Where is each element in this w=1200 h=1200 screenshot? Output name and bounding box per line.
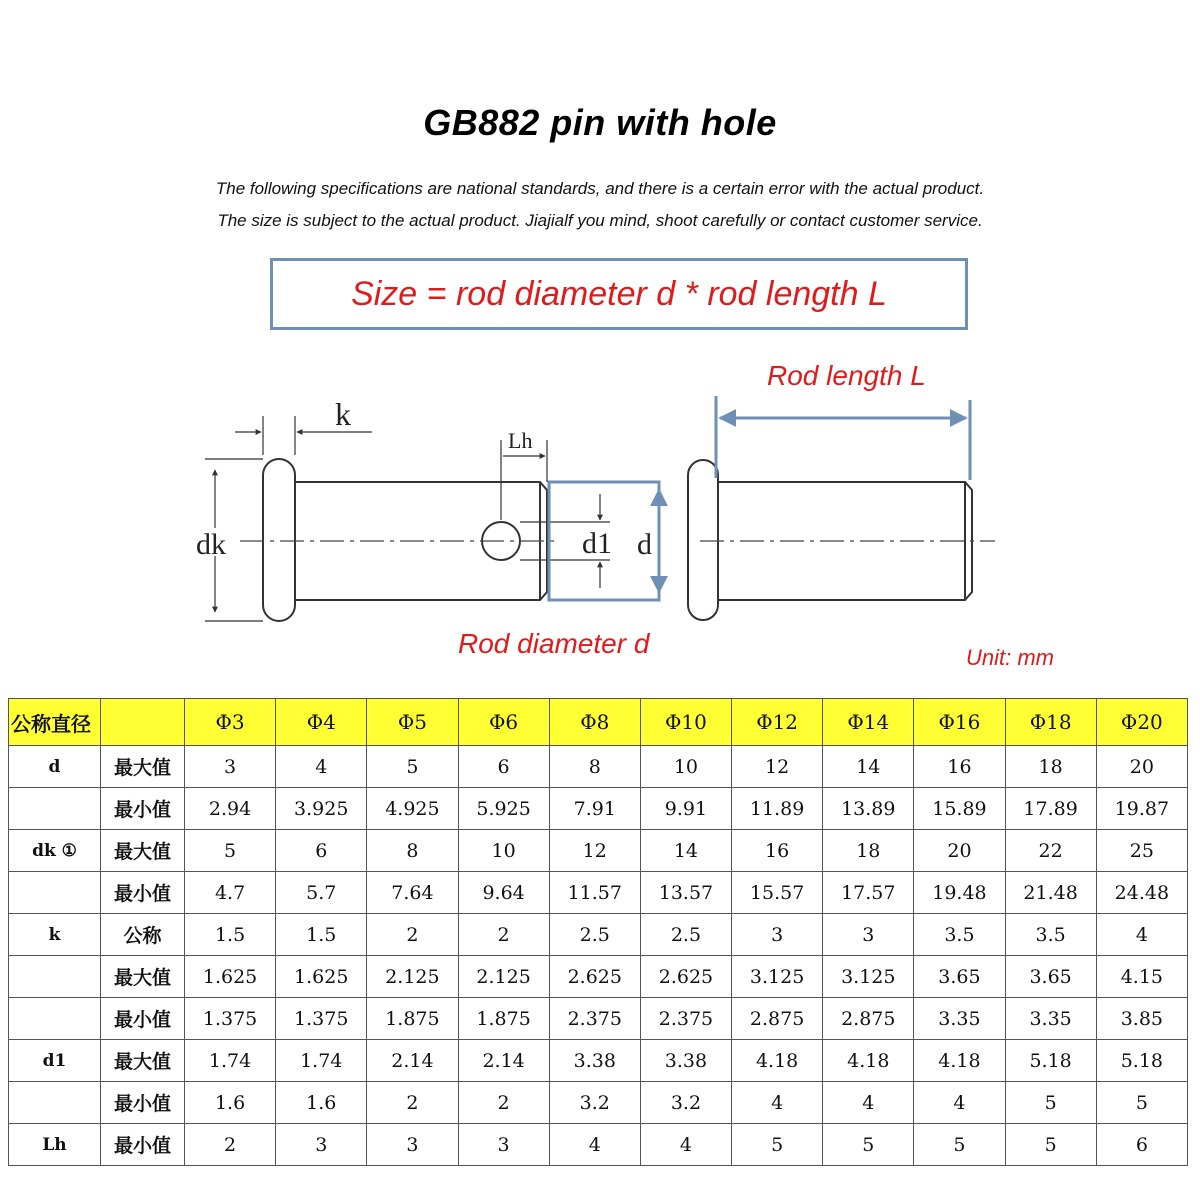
row-parameter: d <box>9 746 101 788</box>
table-cell: 1.625 <box>185 956 276 998</box>
table-cell: 4.18 <box>823 1040 914 1082</box>
table-cell: 3.65 <box>1005 956 1096 998</box>
header-size: Φ3 <box>185 699 276 746</box>
table-cell: 2.5 <box>640 914 731 956</box>
table-cell: 25 <box>1096 830 1187 872</box>
header-size: Φ8 <box>549 699 640 746</box>
table-cell: 2.125 <box>458 956 549 998</box>
row-value-kind: 公称 <box>101 914 185 956</box>
row-parameter <box>9 998 101 1040</box>
row-parameter <box>9 1082 101 1124</box>
header-size: Φ5 <box>367 699 458 746</box>
header-size: Φ12 <box>732 699 823 746</box>
table-cell: 4 <box>549 1124 640 1166</box>
table-row <box>9 872 1188 914</box>
row-value-kind: 最小值 <box>101 1124 185 1166</box>
d-text: d <box>637 528 652 561</box>
rod-length-label: Rod length L <box>767 360 926 391</box>
row-value-kind: 最小值 <box>101 998 185 1040</box>
row-parameter: Lh <box>9 1124 101 1166</box>
standard-note: The following specifications are national standards, and there is a certain error with the actual product. <box>215 179 985 198</box>
table-cell: 17.57 <box>823 872 914 914</box>
rod-length-dimension <box>716 396 970 480</box>
table-cell: 3.5 <box>914 914 1005 956</box>
product-note: The size is subject to the actual product. Jiajialf you mind, shoot carefully or contact customer service. <box>217 211 983 230</box>
table-cell: 13.57 <box>640 872 731 914</box>
row-value-kind: 最小值 <box>101 1082 185 1124</box>
table-cell: 4 <box>1096 914 1187 956</box>
table-cell: 1.74 <box>276 1040 367 1082</box>
table-cell: 18 <box>823 830 914 872</box>
row-parameter <box>9 872 101 914</box>
dk-text: dk <box>196 528 226 561</box>
table-cell: 5 <box>367 746 458 788</box>
table-cell: 18 <box>1005 746 1096 788</box>
table-cell: 2 <box>367 1082 458 1124</box>
row-value-kind: 最小值 <box>101 872 185 914</box>
table-cell: 7.91 <box>549 788 640 830</box>
table-cell: 3 <box>458 1124 549 1166</box>
table-row <box>9 914 1188 956</box>
row-parameter: d1 <box>9 1040 101 1082</box>
table-cell: 3.65 <box>914 956 1005 998</box>
table-cell: 1.625 <box>276 956 367 998</box>
table-cell: 5.18 <box>1005 1040 1096 1082</box>
table-cell: 5.18 <box>1096 1040 1187 1082</box>
table-cell: 14 <box>640 830 731 872</box>
table-cell: 24.48 <box>1096 872 1187 914</box>
table-cell: 2.375 <box>549 998 640 1040</box>
table-cell: 5.925 <box>458 788 549 830</box>
right-pin <box>688 460 972 620</box>
table-cell: 15.57 <box>732 872 823 914</box>
table-cell: 4.18 <box>914 1040 1005 1082</box>
row-value-kind: 最小值 <box>101 788 185 830</box>
table-cell: 2.625 <box>640 956 731 998</box>
table-cell: 1.875 <box>458 998 549 1040</box>
header-size: Φ14 <box>823 699 914 746</box>
header-blank <box>101 699 185 746</box>
table-cell: 3.35 <box>1005 998 1096 1040</box>
header-size: Φ18 <box>1005 699 1096 746</box>
table-cell: 4 <box>914 1082 1005 1124</box>
table-row <box>9 1082 1188 1124</box>
table-cell: 16 <box>732 830 823 872</box>
table-cell: 2 <box>458 1082 549 1124</box>
table-cell: 9.64 <box>458 872 549 914</box>
unit-label: Unit: mm <box>966 645 1054 670</box>
table-cell: 5.7 <box>276 872 367 914</box>
table-cell: 20 <box>914 830 1005 872</box>
page-title: GB882 pin with hole <box>423 102 777 143</box>
table-cell: 3.125 <box>732 956 823 998</box>
d1-text: d1 <box>582 527 612 560</box>
row-value-kind: 最大值 <box>101 830 185 872</box>
table-cell: 3.38 <box>640 1040 731 1082</box>
table-cell: 2.375 <box>640 998 731 1040</box>
table-cell: 7.64 <box>367 872 458 914</box>
row-parameter: dk ① <box>9 830 101 872</box>
table-cell: 6 <box>458 746 549 788</box>
table-cell: 1.6 <box>185 1082 276 1124</box>
table-cell: 5 <box>823 1124 914 1166</box>
row-value-kind: 最大值 <box>101 746 185 788</box>
table-cell: 2.94 <box>185 788 276 830</box>
table-cell: 12 <box>732 746 823 788</box>
table-row <box>9 1040 1188 1082</box>
table-cell: 8 <box>549 746 640 788</box>
table-cell: 3 <box>185 746 276 788</box>
table-row <box>9 1124 1188 1166</box>
spec-table <box>8 698 1188 1166</box>
header-size: Φ20 <box>1096 699 1187 746</box>
table-cell: 2.5 <box>549 914 640 956</box>
table-cell: 3 <box>732 914 823 956</box>
table-cell: 2.125 <box>367 956 458 998</box>
table-cell: 3.38 <box>549 1040 640 1082</box>
table-cell: 4.7 <box>185 872 276 914</box>
table-row <box>9 956 1188 998</box>
row-parameter <box>9 788 101 830</box>
table-cell: 19.87 <box>1096 788 1187 830</box>
left-pin-head <box>263 459 295 621</box>
table-cell: 2.875 <box>823 998 914 1040</box>
table-cell: 10 <box>640 746 731 788</box>
table-cell: 21.48 <box>1005 872 1096 914</box>
k-text: k <box>335 396 351 432</box>
table-cell: 3.2 <box>549 1082 640 1124</box>
left-pin <box>263 459 547 621</box>
lh-text: Lh <box>508 428 533 453</box>
table-cell: 3 <box>823 914 914 956</box>
table-row <box>9 788 1188 830</box>
table-cell: 15.89 <box>914 788 1005 830</box>
table-cell: 2 <box>185 1124 276 1166</box>
table-cell: 2.14 <box>367 1040 458 1082</box>
table-cell: 13.89 <box>823 788 914 830</box>
table-cell: 6 <box>276 830 367 872</box>
table-cell: 3.35 <box>914 998 1005 1040</box>
table-cell: 1.6 <box>276 1082 367 1124</box>
table-cell: 5 <box>1096 1082 1187 1124</box>
row-value-kind: 最大值 <box>101 1040 185 1082</box>
table-cell: 1.74 <box>185 1040 276 1082</box>
table-cell: 1.5 <box>185 914 276 956</box>
table-cell: 4 <box>276 746 367 788</box>
table-cell: 4.18 <box>732 1040 823 1082</box>
table-cell: 5 <box>185 830 276 872</box>
table-cell: 4 <box>823 1082 914 1124</box>
table-cell: 1.5 <box>276 914 367 956</box>
right-pin-head <box>688 460 718 620</box>
table-cell: 1.875 <box>367 998 458 1040</box>
table-cell: 3.5 <box>1005 914 1096 956</box>
table-cell: 4 <box>640 1124 731 1166</box>
table-cell: 16 <box>914 746 1005 788</box>
header-size: Φ16 <box>914 699 1005 746</box>
table-cell: 5 <box>914 1124 1005 1166</box>
table-cell: 4 <box>732 1082 823 1124</box>
table-cell: 2.14 <box>458 1040 549 1082</box>
table-cell: 11.89 <box>732 788 823 830</box>
table-cell: 5 <box>732 1124 823 1166</box>
header-size: Φ10 <box>640 699 731 746</box>
table-cell: 3.2 <box>640 1082 731 1124</box>
table-cell: 4.15 <box>1096 956 1187 998</box>
table-row <box>9 830 1188 872</box>
table-cell: 3.85 <box>1096 998 1187 1040</box>
table-cell: 22 <box>1005 830 1096 872</box>
table-cell: 6 <box>1096 1124 1187 1166</box>
table-cell: 2.875 <box>732 998 823 1040</box>
size-formula: Size = rod diameter d * rod length L <box>351 274 887 313</box>
table-cell: 2 <box>458 914 549 956</box>
header-size: Φ6 <box>458 699 549 746</box>
row-parameter <box>9 956 101 998</box>
table-cell: 9.91 <box>640 788 731 830</box>
k-dimension <box>235 416 372 455</box>
table-cell: 3.125 <box>823 956 914 998</box>
rod-diameter-label: Rod diameter d <box>458 628 650 659</box>
table-cell: 2.625 <box>549 956 640 998</box>
table-header-row <box>9 699 1188 746</box>
table-cell: 10 <box>458 830 549 872</box>
table-cell: 1.375 <box>276 998 367 1040</box>
table-cell: 11.57 <box>549 872 640 914</box>
table-cell: 20 <box>1096 746 1187 788</box>
table-cell: 2 <box>367 914 458 956</box>
table-cell: 4.925 <box>367 788 458 830</box>
table-cell: 14 <box>823 746 914 788</box>
table-cell: 8 <box>367 830 458 872</box>
table-cell: 5 <box>1005 1082 1096 1124</box>
header-size: Φ4 <box>276 699 367 746</box>
table-cell: 3 <box>367 1124 458 1166</box>
table-cell: 5 <box>1005 1124 1096 1166</box>
header-nominal-diameter: 公称直径 <box>9 699 101 746</box>
table-row <box>9 998 1188 1040</box>
table-cell: 19.48 <box>914 872 1005 914</box>
row-parameter: k <box>9 914 101 956</box>
table-row <box>9 746 1188 788</box>
table-cell: 1.375 <box>185 998 276 1040</box>
table-cell: 17.89 <box>1005 788 1096 830</box>
table-cell: 12 <box>549 830 640 872</box>
table-cell: 3 <box>276 1124 367 1166</box>
table-cell: 3.925 <box>276 788 367 830</box>
row-value-kind: 最大值 <box>101 956 185 998</box>
